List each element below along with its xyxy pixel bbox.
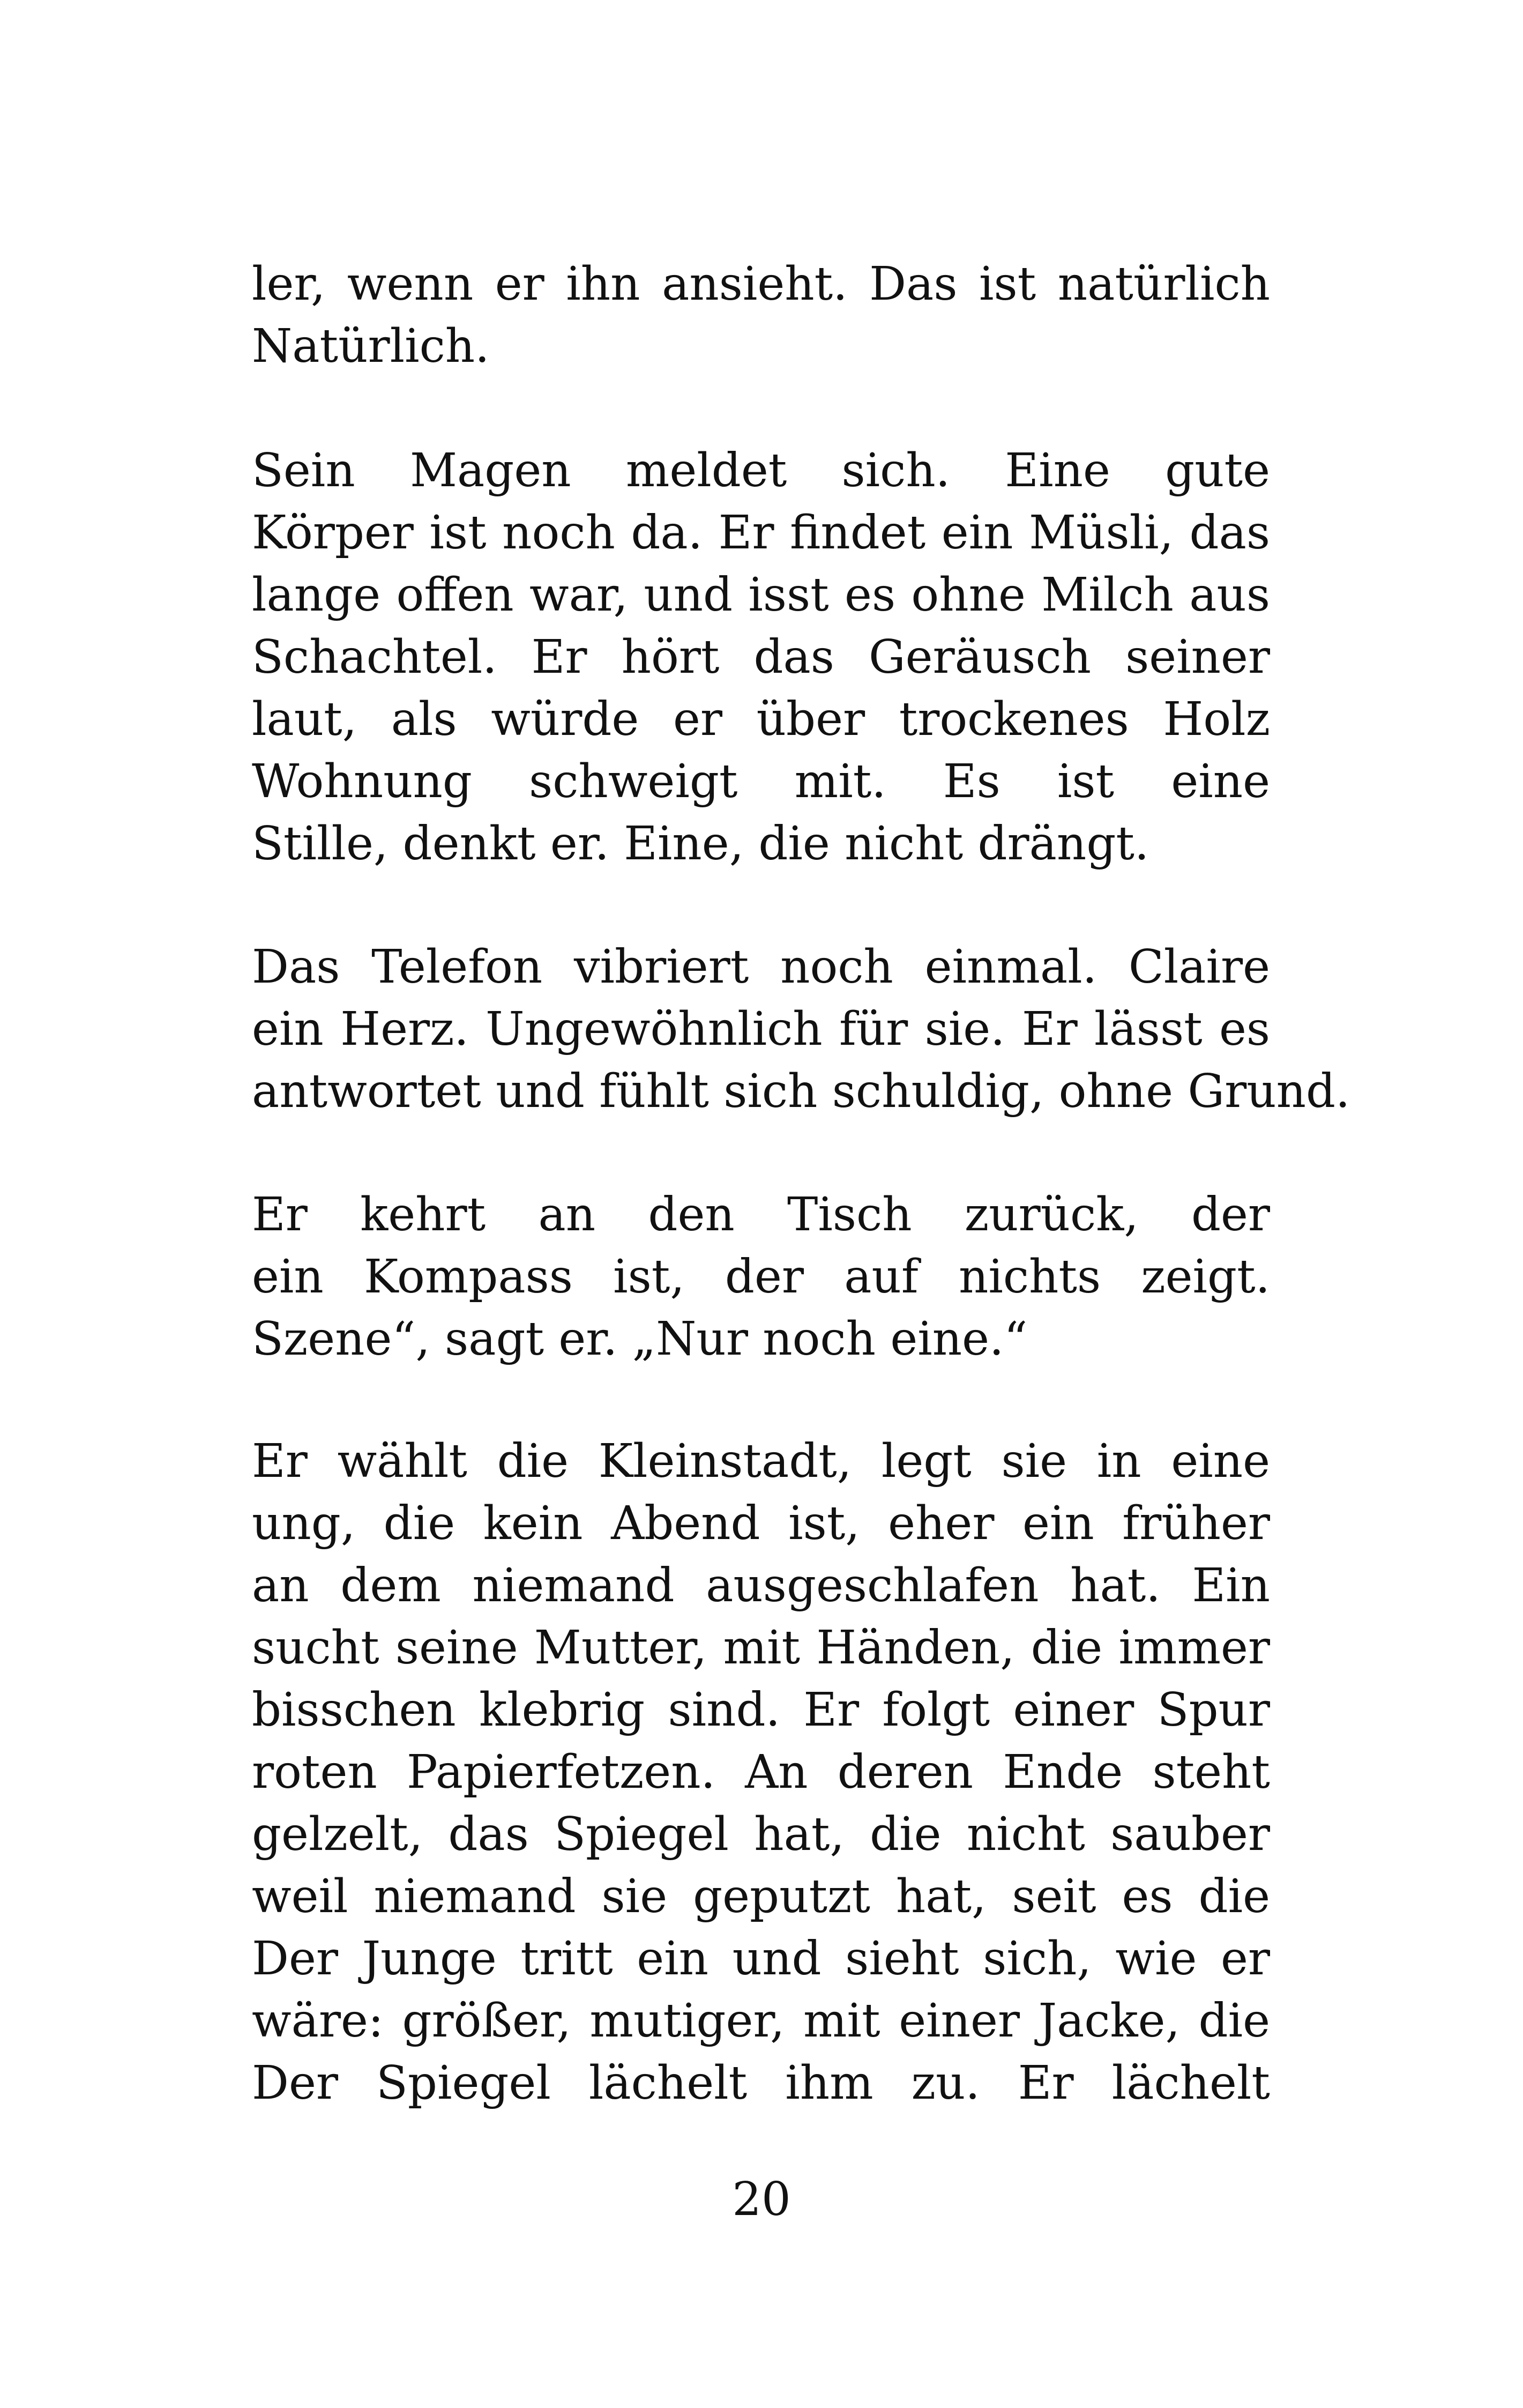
paragraph-3 [252,936,1350,1123]
text-line: Schachtel. Er hört das Geräusch seiner [252,630,1270,684]
text-line: an dem niemand ausgeschlafen hat. Ein [252,1559,1270,1612]
text-line: gelzelt, das Spiegel hat, die nicht sauber [252,1808,1270,1861]
text-line: Der Spiegel lächelt ihm zu. Er lächelt [252,2056,1270,2110]
text-line: roten Papierfetzen. An deren Ende steht [252,1745,1270,1799]
text-line: ein Herz. Ungewöhnlich für sie. Er lässt es [252,1002,1270,1056]
text-line: Szene“, sagt er. „Nur noch eine.“ [252,1312,1028,1366]
paragraph-4 [252,1184,1270,1370]
text-line: Natürlich. [252,319,490,373]
text-line: ler, wenn er ihn ansieht. Das ist natürlich [252,257,1270,311]
paragraph-5 [252,1430,1270,2114]
text-line: sucht seine Mutter, mit Händen, die immer [252,1621,1270,1675]
text-line: ung, die kein Abend ist, eher ein früher [252,1497,1270,1550]
text-line: Stille, denkt er. Eine, die nicht drängt. [252,817,1149,871]
page-number: 20 [732,2173,791,2226]
text-line: Körper ist noch da. Er findet ein Müsli, das [252,506,1270,560]
text-line: laut, als würde er über trockenes Holz [252,693,1270,746]
text-line: lange offen war, und isst es ohne Milch aus [252,568,1270,622]
text-line: weil niemand sie geputzt hat, seit es die [252,1870,1270,1923]
text-line: ein Kompass ist, der auf nichts zeigt. [252,1250,1270,1304]
text-line: antwortet und fühlt sich schuldig, ohne Grund. [252,1065,1350,1118]
text-line: Wohnung schweigt mit. Es ist eine [252,755,1270,808]
text-line: Der Junge tritt ein und sieht sich, wie er [252,1932,1270,1986]
text-line: Sein Magen meldet sich. Eine gute [252,444,1270,497]
paragraph-1 [252,253,1270,377]
text-line: wäre: größer, mutiger, mit einer Jacke, die [252,1994,1270,2048]
text-line: Er wählt die Kleinstadt, legt sie in eine [252,1435,1270,1488]
paragraph-2 [252,440,1270,875]
text-line: Er kehrt an den Tisch zurück, der [252,1188,1270,1242]
text-line: bisschen klebrig sind. Er folgt einer Spur [252,1683,1270,1737]
text-line: Das Telefon vibriert noch einmal. Claire [252,940,1270,994]
